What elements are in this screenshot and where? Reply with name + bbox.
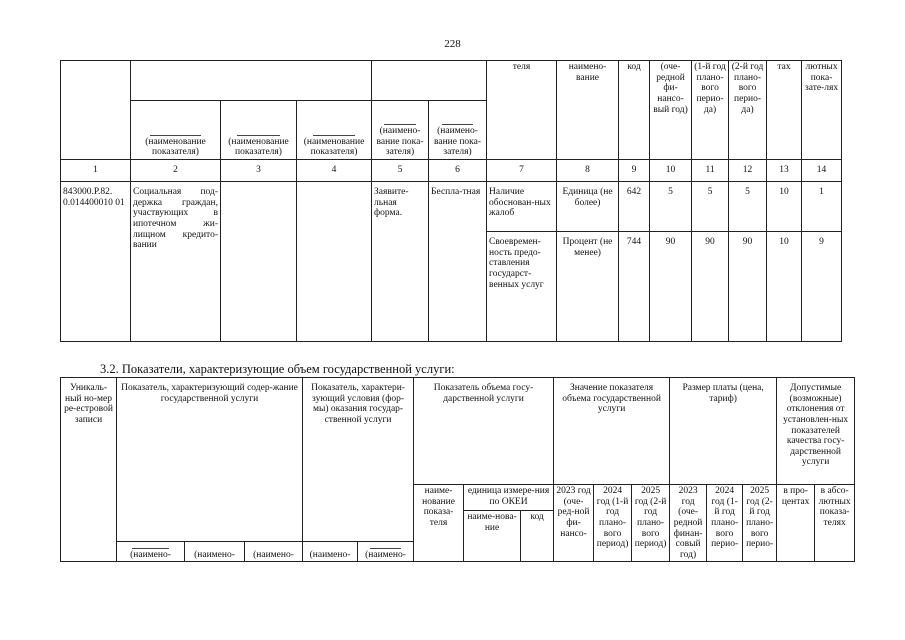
- t1-colnum: 6: [429, 160, 487, 182]
- t1-subheader-c2: (наименование показателя): [131, 101, 221, 160]
- section-title: 3.2. Показатели, характеризующие объем государственной услуги:: [100, 362, 455, 376]
- t1-colnum: 5: [372, 160, 429, 182]
- volume-indicators-table: [60, 377, 855, 562]
- quality-indicators-table: [60, 60, 842, 342]
- t2-header-fee-2024: 2024 год (1-й год плано-вого перио-: [707, 485, 743, 562]
- t1-colnum: 14: [802, 160, 842, 182]
- t1-header-c9: код: [619, 61, 650, 160]
- t2-header-deviation: Допустимые (возможные) отклонения от установлен-ных показателей качества госу-дарственной услуги: [777, 378, 855, 485]
- t1-header-content-group: [131, 61, 372, 101]
- t1-colnum: 2: [131, 160, 221, 182]
- t1-header-c14: лютных пока-зате-лях: [802, 61, 842, 160]
- t2-header-fee-2023: 2023 год (оче-редной финан-совый год): [670, 485, 707, 562]
- t2-header-volume: Показатель объема госу-дарственной услуги: [414, 378, 554, 485]
- indicator-code: 642: [619, 182, 650, 232]
- t1-colnum: 8: [557, 160, 619, 182]
- t2-header-fee-2025: 2025 год (2-й год плано-вого перио-: [743, 485, 777, 562]
- t1-colnum: 9: [619, 160, 650, 182]
- indicator-value: 5: [729, 182, 767, 232]
- indicator-unit: Единица (не более): [557, 182, 619, 232]
- t1-colnum: 10: [650, 160, 692, 182]
- t2-header-unique-number: Уникаль-ный но-мер ре-естровой записи: [61, 378, 117, 562]
- t2-subheader-name: (наимено-: [185, 542, 245, 562]
- t1-colnum: 11: [692, 160, 729, 182]
- t1-header-c1: [61, 61, 131, 160]
- indicator-deviation-abs: 9: [802, 232, 842, 342]
- registry-code: 843000.Р.82. 0.014400010 01: [61, 182, 131, 342]
- t2-header-volume-name: наиме-нование показа-теля: [414, 485, 464, 562]
- t2-header-okei: единица измере-ния по ОКЕИ: [464, 485, 554, 511]
- t1-colnum: 1: [61, 160, 131, 182]
- t2-subheader-name: (наимено-: [303, 542, 358, 562]
- t1-header-c10: (оче-редной фи-нансо-вый год): [650, 61, 692, 160]
- indicator-value: 90: [692, 232, 729, 342]
- page-number: 228: [444, 38, 461, 50]
- indicator-deviation-pct: 10: [767, 232, 802, 342]
- t1-header-c11: (1-й год плано-вого перио-да): [692, 61, 729, 160]
- t1-header-c8: наимено-вание: [557, 61, 619, 160]
- t2-subheader-name: (наимено-: [358, 542, 414, 562]
- indicator-name: Наличие обоснован-ных жалоб: [487, 182, 557, 232]
- t1-header-c13: тах: [767, 61, 802, 160]
- t2-header-fee: Размер платы (цена, тариф): [670, 378, 777, 485]
- service-content: Социальная под-держка граждан, участвующих в ипотечном жи-лищном кредито-вании: [131, 182, 221, 342]
- t1-colnum: 13: [767, 160, 802, 182]
- indicator-value: 5: [650, 182, 692, 232]
- t2-header-content: Показатель, характеризующий содер-жание государственной услуги: [117, 378, 303, 542]
- t1-colnum: 3: [221, 160, 297, 182]
- t1-header-c12: (2-й год плано-вого перио-да): [729, 61, 767, 160]
- indicator-deviation-pct: 10: [767, 182, 802, 232]
- indicator-value: 5: [692, 182, 729, 232]
- indicator-deviation-abs: 1: [802, 182, 842, 232]
- t1-colnum: 7: [487, 160, 557, 182]
- t2-header-okei-name: наиме-нова-ние: [464, 511, 521, 562]
- t2-subheader-name: (наимено-: [117, 542, 185, 562]
- t1-header-condition-group: [372, 61, 487, 101]
- t2-header-condition: Показатель, характери-зующий условия (фор-мы) оказания государ-ственной услуги: [303, 378, 414, 542]
- t1-colnum: 4: [297, 160, 372, 182]
- indicator-value: 90: [650, 232, 692, 342]
- t2-subheader-name: (наимено-: [245, 542, 303, 562]
- indicator-name: Своевремен-ность предо-ставления государст-венных услуг: [487, 232, 557, 342]
- t1-subheader-c3: (наименование показателя): [221, 101, 297, 160]
- service-form: Заявите-льная форма.: [372, 182, 429, 342]
- t1-subheader-c6: (наимено-вание пока-зателя): [429, 101, 487, 160]
- indicator-unit: Процент (не менее): [557, 232, 619, 342]
- t1-subheader-c5: (наимено-вание пока-зателя): [372, 101, 429, 160]
- t2-header-value: Значение показателя объема государственной услуги: [554, 378, 670, 485]
- t1-colnum: 12: [729, 160, 767, 182]
- content-cell-empty: [297, 182, 372, 342]
- t2-header-okei-code: код: [521, 511, 554, 562]
- indicator-code: 744: [619, 232, 650, 342]
- content-cell-empty: [221, 182, 297, 342]
- t2-header-value-2024: 2024 год (1-й год плано-вого период): [594, 485, 632, 562]
- t1-header-c7: теля: [487, 61, 557, 160]
- t2-header-deviation-pct: в про-центах: [777, 485, 815, 562]
- t1-subheader-c4: (наименование показателя): [297, 101, 372, 160]
- service-condition: Бесплa-тная: [429, 182, 487, 342]
- t2-header-value-2023: 2023 год (оче-ред-ной фи-нансо-: [554, 485, 594, 562]
- indicator-value: 90: [729, 232, 767, 342]
- t2-header-value-2025: 2025 год (2-й год плано-вого период): [632, 485, 670, 562]
- t2-header-deviation-abs: в абсо-лютных показа-телях: [815, 485, 855, 562]
